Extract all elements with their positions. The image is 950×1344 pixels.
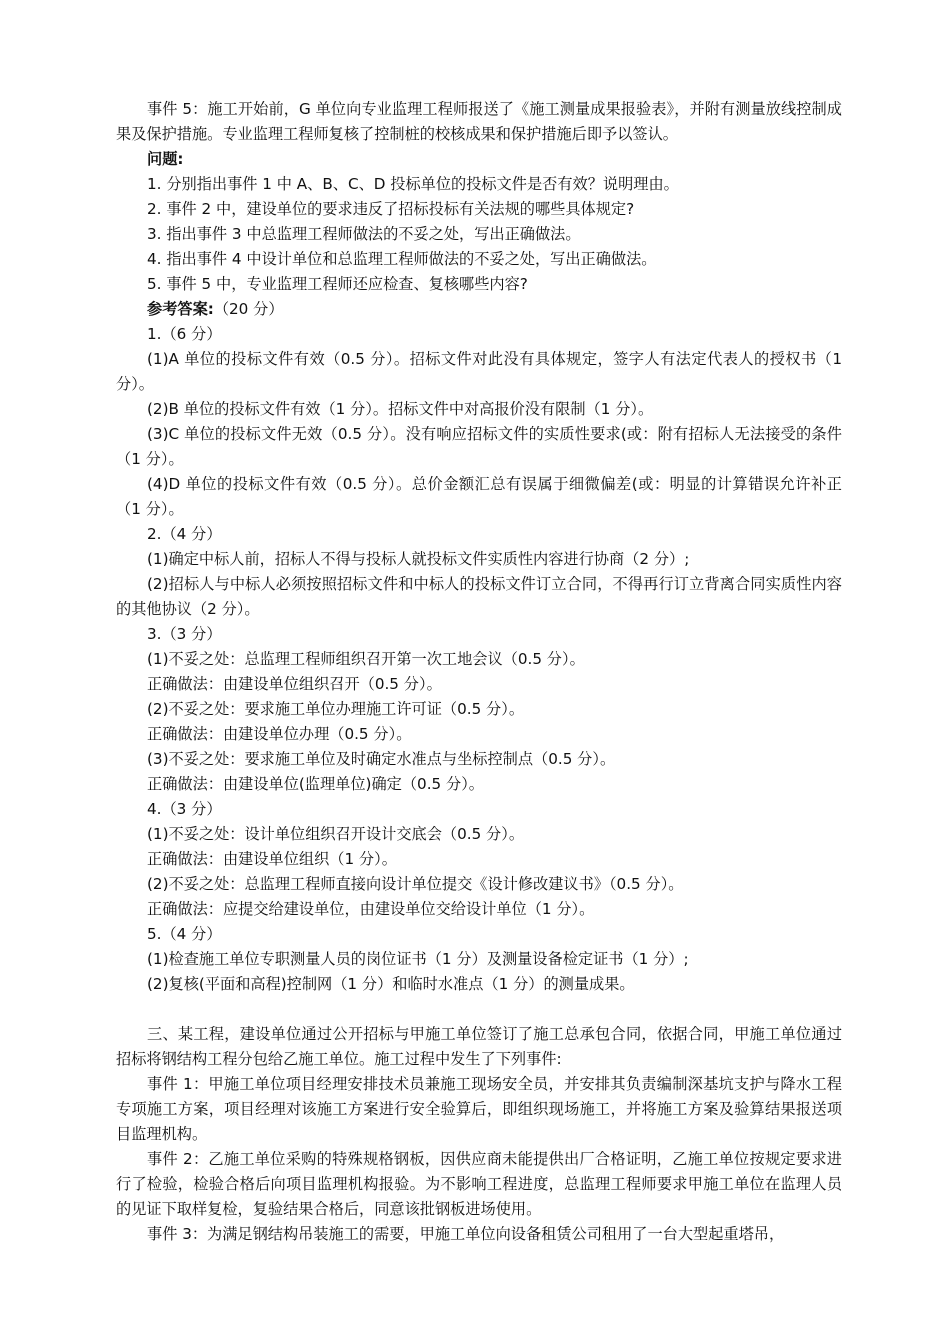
paragraph: (1)A 单位的投标文件有效（0.5 分）。招标文件对此没有具体规定，签字人有法定代表人的授权书（1 分）。 [116,350,842,393]
paragraph: (1)不妥之处：总监理工程师组织召开第一次工地会议（0.5 分）。 [147,650,585,668]
document-body [116,97,842,1247]
paragraph: (2)招标人与中标人必须按照招标文件和中标人的投标文件订立合同，不得再行订立背离合同实质性内容的其他协议（2 分）。 [116,575,842,618]
paragraph: 3. 指出事件 3 中总监理工程师做法的不妥之处，写出正确做法。 [147,225,581,243]
paragraph: (1)检查施工单位专职测量人员的岗位证书（1 分）及测量设备检定证书（1 分）; [147,950,689,968]
paragraph: 5.（4 分） [147,925,222,943]
paragraph: (1)不妥之处：设计单位组织召开设计交底会（0.5 分）。 [147,825,525,843]
paragraph: (2)复核(平面和高程)控制网（1 分）和临时水准点（1 分）的测量成果。 [147,975,635,993]
paragraph: 事件 1：甲施工单位项目经理安排技术员兼施工现场安全员，并安排其负责编制深基坑支护与降水工程专项施工方案，项目经理对该施工方案进行安全验算后，即组织现场施工，并将施工方案及验算结果报送项目监理机构。 [116,1075,842,1143]
paragraph: 正确做法：由建设单位组织（1 分）。 [147,850,397,868]
paragraph: 事件 3：为满足钢结构吊装施工的需要，甲施工单位向设备租赁公司租用了一台大型起重塔吊， [147,1225,785,1243]
paragraph: 2.（4 分） [147,525,222,543]
paragraph: (4)D 单位的投标文件有效（0.5 分）。总价金额汇总有误属于细微偏差(或：明显的计算错误允许补正（1 分）。 [116,475,842,518]
paragraph: (2)不妥之处：要求施工单位办理施工许可证（0.5 分）。 [147,700,525,718]
paragraph: (3)C 单位的投标文件无效（0.5 分）。没有响应招标文件的实质性要求(或：附有招标人无法接受的条件（1 分）。 [116,425,842,468]
paragraph: (3)不妥之处：要求施工单位及时确定水准点与坐标控制点（0.5 分）。 [147,750,616,768]
paragraph: 3.（3 分） [147,625,222,643]
answer-score: （20 分） [213,300,284,318]
paragraph: 事件 5：施工开始前，G 单位向专业监理工程师报送了《施工测量成果报验表》，并附有测量放线控制成果及保护措施。专业监理工程师复核了控制桩的校核成果和保护措施后即予以签认。 [116,100,842,143]
paragraph: (1)确定中标人前，招标人不得与投标人就投标文件实质性内容进行协商（2 分）; [147,550,690,568]
paragraph: (2)B 单位的投标文件有效（1 分）。招标文件中对高报价没有限制（1 分）。 [147,400,654,418]
paragraph [116,297,842,322]
paragraph: 2. 事件 2 中，建设单位的要求违反了招标投标有关法规的哪些具体规定? [147,200,635,218]
paragraph: 事件 2：乙施工单位采购的特殊规格钢板，因供应商未能提供出厂合格证明，乙施工单位按规定要求进行了检验，检验合格后向项目监理机构报验。为不影响工程进度，总监理工程师要求甲施工单位在监理人员的见证下取样复检，复验结果合格后，同意该批钢板进场使用。 [116,1150,842,1218]
paragraph: 4.（3 分） [147,800,222,818]
section-heading: 问题: [147,150,184,168]
paragraph: 正确做法：由建设单位办理（0.5 分）。 [147,725,412,743]
answer-label: 参考答案: [147,300,214,318]
paragraph: 正确做法：由建设单位(监理单位)确定（0.5 分）。 [147,775,484,793]
paragraph: 5. 事件 5 中，专业监理工程师还应检查、复核哪些内容? [147,275,528,293]
paragraph-gap [116,997,842,1022]
paragraph: 1. 分别指出事件 1 中 A、B、C、D 投标单位的投标文件是否有效？说明理由。 [147,175,679,193]
paragraph: (2)不妥之处：总监理工程师直接向设计单位提交《设计修改建议书》（0.5 分）。 [147,875,684,893]
paragraph: 正确做法：应提交给建设单位，由建设单位交给设计单位（1 分）。 [147,900,595,918]
paragraph: 1.（6 分） [147,325,222,343]
paragraph: 正确做法：由建设单位组织召开（0.5 分）。 [147,675,442,693]
paragraph: 4. 指出事件 4 中设计单位和总监理工程师做法的不妥之处，写出正确做法。 [147,250,657,268]
paragraph: 三、某工程，建设单位通过公开招标与甲施工单位签订了施工总承包合同，依据合同，甲施工单位通过招标将钢结构工程分包给乙施工单位。施工过程中发生了下列事件: [116,1025,842,1068]
